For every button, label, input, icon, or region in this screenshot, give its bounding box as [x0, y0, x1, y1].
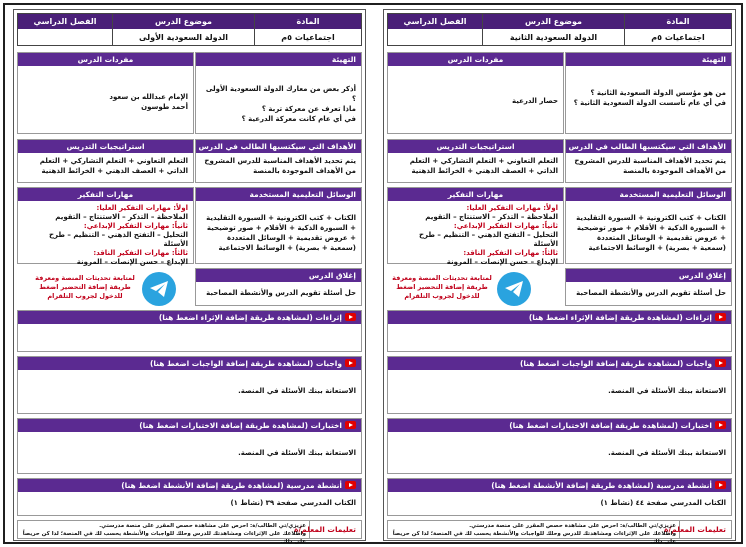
vocab-box — [17, 52, 194, 134]
closing-text: حل أسئلة تقويم الدرس والأنشطة المصاحبة — [206, 289, 356, 297]
lesson-topic-label: موضوع الدرس — [113, 14, 254, 29]
lesson-sheet-first-state — [13, 9, 366, 545]
tests-title[interactable]: اختبارات (لمشاهدة طريقة إضافة الاختبارات اضغط هنا) — [509, 421, 712, 430]
closing-box — [195, 268, 362, 306]
aids-title: الوسائل التعليمية المستخدمة — [566, 188, 731, 201]
homework-text: الاستعانة ببنك الأسئلة في المنصة. — [238, 387, 356, 395]
instructions-box — [17, 520, 362, 545]
skills-title: مهارات التفكير — [388, 188, 563, 201]
instructions-box — [387, 520, 732, 545]
tests-text: الاستعانة ببنك الأسئلة في المنصة. — [238, 449, 356, 457]
closing-text: حل أسئلة تقويم الدرس والأنشطة المصاحبة — [576, 289, 726, 297]
enrich-title[interactable]: إثراءات (لمشاهدة طريقة إضافة الإثراء اضغط هنا) — [528, 313, 712, 322]
enrich-title[interactable]: إثراءات (لمشاهدة طريقة إضافة الإثراء اضغط هنا) — [158, 313, 342, 322]
aids-box — [195, 187, 362, 264]
aids-text: الكتاب + كتب الكترونية + السبورة التقليدية + السبورة الذكية + الأقلام + صور توضيحية + عروض تقديمية + الوسائل المتعددة (سمعية + بصرية) + الوسائط الاجتماعية — [576, 214, 726, 252]
youtube-icon[interactable] — [345, 481, 356, 489]
intro-box — [565, 52, 732, 134]
goals-box — [565, 139, 732, 183]
skills-list: التحليل – التفتح الذهني – التنظيم – طرح الأسئلة — [418, 231, 558, 248]
goals-title: الأهداف التي سيكتسبها الطالب في الدرس — [196, 140, 361, 153]
intro-title: التهيئة — [566, 53, 731, 66]
skills-list: التحليل – التفتح الذهني – التنظيم – طرح الأسئلة — [48, 231, 188, 248]
telegram-icon[interactable] — [142, 272, 176, 306]
activity-box — [17, 478, 362, 516]
goals-text: يتم تحديد الأهداف المناسبة للدرس المشروح من الأهداف الموجودة بالمنصة — [204, 157, 356, 175]
homework-text: الاستعانة ببنك الأسئلة في المنصة. — [608, 387, 726, 395]
closing-title: إغلاق الدرس — [566, 269, 731, 282]
aids-title: الوسائل التعليمية المستخدمة — [196, 188, 361, 201]
activity-title[interactable]: أنشطة مدرسية (لمشاهدة طريقة إضافة الأنشطة اضغط هنا) — [121, 481, 342, 490]
skills-list: الملاحظة – التذكر – الاستنتاج – التقويم — [425, 213, 558, 221]
strategies-box — [387, 139, 564, 183]
subject-label: المادة — [255, 14, 361, 29]
vocab-text: حصار الدرعية — [511, 97, 558, 105]
aids-text: الكتاب + كتب الكترونية + السبورة التقليدية + السبورة الذكية + الأقلام + صور توضيحية + عروض تقديمية + الوسائل المتعددة (سمعية + بصرية) + الوسائط الاجتماعية — [206, 214, 356, 252]
closing-title: إغلاق الدرس — [196, 269, 361, 282]
instructions-line: واطلاعك على الإثراءات ومشاهدتك للدرس وحلك للواجبات والأنشطة يحسب لك في المنصة؛ لذا كن حريصاً على ذلك. — [22, 531, 306, 545]
skills-heading: اولاً: مهارات التفكير العليا: — [466, 204, 558, 212]
telegram-promo-text[interactable]: لمتابعة تحديثات المنصة ومعرفة طريقة إضافة التحضير اضغط للدخول لجروب التلقرام — [392, 274, 492, 300]
semester-label: الفصل الدراسي — [18, 14, 112, 29]
telegram-icon[interactable] — [497, 272, 531, 306]
subject-value: اجتماعيات ٥م — [281, 33, 335, 42]
vocab-title: مفردات الدرس — [388, 53, 563, 66]
youtube-icon[interactable] — [345, 313, 356, 321]
homework-box — [387, 356, 732, 414]
instructions-title: تعليمات المعلم/ة — [679, 521, 731, 538]
intro-title: التهيئة — [196, 53, 361, 66]
telegram-promo-text[interactable]: لمتابعة تحديثات المنصة ومعرفة طريقة إضافة التحضير اضغط للدخول لجروب التلقرام — [35, 274, 135, 300]
strategies-text: التعلم التعاوني + التعلم التشاركي + التعلم الذاتي + العصف الذهني + الخرائط الذهنية — [409, 157, 558, 175]
activity-box — [387, 478, 732, 516]
instructions-line: عزيزي/تي الطالب/ة: احرص على مشاهدة حصص المقرر على منصة مدرستي. — [469, 523, 676, 529]
youtube-icon[interactable] — [715, 313, 726, 321]
skills-heading: ثانياً: مهارات التفكير الإبداعي: — [83, 222, 188, 230]
lesson-topic-label: موضوع الدرس — [483, 14, 624, 29]
instructions-line: عزيزي/تي الطالب/ة: احرص على مشاهدة حصص المقرر على منصة مدرستي. — [99, 523, 306, 529]
tests-box — [387, 418, 732, 474]
youtube-icon[interactable] — [715, 481, 726, 489]
tests-title[interactable]: اختبارات (لمشاهدة طريقة إضافة الاختبارات اضغط هنا) — [139, 421, 342, 430]
vocab-text: الإمام عبدالله بن سعود أحمد طوسون — [109, 93, 188, 111]
strategies-title: استراتيجيات التدريس — [18, 140, 193, 153]
intro-question: في أي عام تأسست الدولة السعودية الثانية ؟ — [573, 99, 726, 107]
homework-box — [17, 356, 362, 414]
semester-label: الفصل الدراسي — [388, 14, 482, 29]
enrich-text — [18, 324, 361, 330]
lesson-sheet-second-state — [383, 9, 736, 545]
header-table — [17, 13, 362, 46]
intro-question: من هو مؤسس الدولة السعودية الثانية ؟ — [590, 89, 726, 97]
semester-value — [18, 29, 112, 45]
closing-box — [565, 268, 732, 306]
strategies-text: التعلم التعاوني + التعلم التشاركي + التعلم الذاتي + العصف الذهني + الخرائط الذهنية — [39, 157, 188, 175]
subject-value: اجتماعيات ٥م — [651, 33, 705, 42]
intro-box — [195, 52, 362, 134]
skills-title: مهارات التفكير — [18, 188, 193, 201]
page-frame — [3, 3, 743, 544]
tests-text: الاستعانة ببنك الأسئلة في المنصة. — [608, 449, 726, 457]
strategies-box — [17, 139, 194, 183]
vocab-title: مفردات الدرس — [18, 53, 193, 66]
skills-box — [387, 187, 564, 264]
intro-question: ماذا تعرف عن معركة تربة ؟ — [261, 105, 356, 113]
instructions-line: واطلاعك على الإثراءات ومشاهدتك للدرس وحلك للواجبات والأنشطة يحسب لك في المنصة؛ لذا كن حريصاً على ذلك. — [392, 531, 676, 545]
intro-question: في أي عام كانت معركة الدرعية ؟ — [241, 115, 356, 123]
enrich-box — [17, 310, 362, 352]
semester-value — [388, 29, 482, 45]
lesson-topic-value: الدولة السعودية الثانية — [509, 33, 598, 42]
homework-title[interactable]: واجبات (لمشاهدة طريقة إضافة الواجبات اضغط هنا) — [149, 359, 342, 368]
skills-heading: ثالثاً: مهارات التفكير الناقد: — [463, 249, 558, 257]
instructions-title: تعليمات المعلم/ة — [309, 521, 361, 538]
skills-list: الإبداع – حسن الإنصات – المرونة — [76, 258, 188, 266]
skills-heading: ثانياً: مهارات التفكير الإبداعي: — [453, 222, 558, 230]
youtube-icon[interactable] — [715, 359, 726, 367]
aids-box — [565, 187, 732, 264]
skills-box — [17, 187, 194, 264]
goals-box — [195, 139, 362, 183]
header-table — [387, 13, 732, 46]
enrich-text — [388, 324, 731, 330]
skills-list: الملاحظة – التذكر – الاستنتاج – التقويم — [55, 213, 188, 221]
activity-title[interactable]: أنشطة مدرسية (لمشاهدة طريقة إضافة الأنشطة اضغط هنا) — [491, 481, 712, 490]
intro-question: أذكر بعض من معارك الدولة السعودية الأولى ؟ — [205, 85, 356, 103]
skills-heading: ثالثاً: مهارات التفكير الناقد: — [93, 249, 188, 257]
lesson-topic-value: الدولة السعودية الأولى — [139, 33, 228, 42]
activity-text: الكتاب المدرسي صفحة ٤٤ (نشاط ١) — [600, 499, 726, 507]
skills-list: الإبداع – حسن الإنصات – المرونة — [446, 258, 558, 266]
enrich-box — [387, 310, 732, 352]
goals-text: يتم تحديد الأهداف المناسبة للدرس المشروح من الأهداف الموجودة بالمنصة — [574, 157, 726, 175]
strategies-title: استراتيجيات التدريس — [388, 140, 563, 153]
subject-label: المادة — [625, 14, 731, 29]
youtube-icon[interactable] — [715, 421, 726, 429]
homework-title[interactable]: واجبات (لمشاهدة طريقة إضافة الواجبات اضغط هنا) — [519, 359, 712, 368]
goals-title: الأهداف التي سيكتسبها الطالب في الدرس — [566, 140, 731, 153]
activity-text: الكتاب المدرسي صفحة ٣٩ (نشاط ١) — [230, 499, 356, 507]
tests-box — [17, 418, 362, 474]
skills-heading: اولاً: مهارات التفكير العليا: — [96, 204, 188, 212]
youtube-icon[interactable] — [345, 359, 356, 367]
vocab-box — [387, 52, 564, 134]
youtube-icon[interactable] — [345, 421, 356, 429]
